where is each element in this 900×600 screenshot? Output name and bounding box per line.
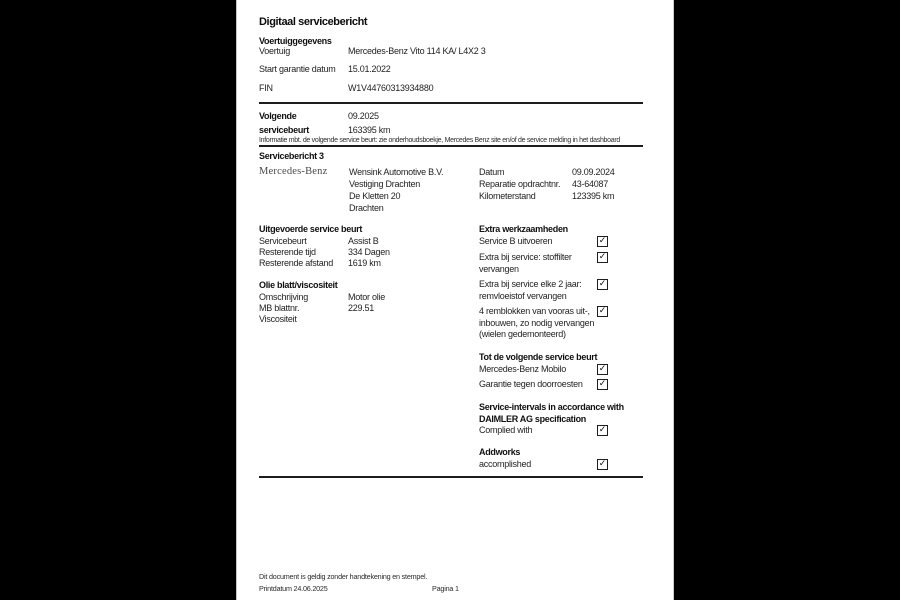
checkbox-checked[interactable] xyxy=(597,306,608,317)
field-value: W1V44760313934880 xyxy=(348,83,434,93)
checkbox-checked[interactable] xyxy=(597,252,608,263)
until-next-heading: Tot de volgende service beurt xyxy=(479,352,598,362)
checkbox-checked[interactable] xyxy=(597,236,608,247)
field-label: Start garantie datum xyxy=(259,64,336,74)
report-detail-values: 09.09.2024 43-64087 123395 km xyxy=(572,167,615,201)
vehicle-row xyxy=(259,46,649,57)
field-row: MB blattnr. 229.51 xyxy=(259,303,375,313)
check-icon: ✓ xyxy=(598,251,607,261)
extra-work-item: 4 remblokken van vooras uit-, inbouwen, zo nodig vervangen (wielen gedemonteerd) ✓ xyxy=(479,305,607,340)
oil-heading: Olie blatt/viscositeit xyxy=(259,280,338,290)
extra-work-item: Service B uitvoeren ✓ xyxy=(479,235,607,246)
performed-heading: Uitgevoerde service beurt xyxy=(259,224,363,234)
check-icon: ✓ xyxy=(598,363,607,373)
report-heading: Servicebericht 3 xyxy=(259,151,324,161)
page-title: Digitaal servicebericht xyxy=(259,16,368,28)
field-label: Voertuig xyxy=(259,46,291,56)
document-page xyxy=(236,0,674,600)
field-value: Mercedes-Benz Vito 114 KA/ L4X2 3 xyxy=(348,46,486,56)
addworks-heading: Addworks xyxy=(479,447,521,457)
oil-rows xyxy=(259,292,489,325)
next-service-date: 09.2025 xyxy=(348,111,379,121)
field-row: Resterende afstand 1619 km xyxy=(259,258,381,268)
next-service-note: Informatie mbt. de volgende service beurt: zie onderhoudsboekje, Mercedes Benz site en/of de service melding in het dashboard xyxy=(259,137,620,144)
vehicle-row xyxy=(259,83,649,94)
checkbox-checked[interactable] xyxy=(597,459,608,470)
next-service-label: Volgende servicebeurt xyxy=(259,111,309,135)
checkbox-checked[interactable] xyxy=(597,379,608,390)
check-icon: ✓ xyxy=(598,235,607,245)
checkbox-checked[interactable] xyxy=(597,425,608,436)
field-row: Resterende tijd 334 Dagen xyxy=(259,247,390,257)
extra-work-item: Extra bij service elke 2 jaar: remvloeistof vervangen ✓ xyxy=(479,278,607,301)
vehicle-row xyxy=(259,64,649,75)
check-icon: ✓ xyxy=(598,305,607,315)
horizontal-rule xyxy=(259,476,643,478)
check-icon: ✓ xyxy=(598,378,607,388)
until-next-item: Mercedes-Benz Mobilo ✓ xyxy=(479,363,607,374)
report-detail-labels: Datum Reparatie opdrachtnr. Kilometerstand xyxy=(479,167,561,201)
dealer-address: Wensink Automotive B.V. Vestiging Drachten De Kletten 20 Drachten xyxy=(349,167,444,213)
horizontal-rule xyxy=(259,102,643,104)
extra-work-item: Extra bij service: stoffilter vervangen ✓ xyxy=(479,251,607,274)
field-label: FIN xyxy=(259,83,273,93)
footer-print-date: Printdatum 24.06.2025 xyxy=(259,584,328,593)
intervals-item: Complied with ✓ xyxy=(479,424,607,435)
field-row: Viscositeit xyxy=(259,314,297,324)
addworks-item: accomplished ✓ xyxy=(479,458,607,469)
check-icon: ✓ xyxy=(598,458,607,468)
performed-rows xyxy=(259,236,489,269)
horizontal-rule xyxy=(259,145,643,147)
field-row: Servicebeurt Assist B xyxy=(259,236,379,246)
next-service-odometer: 163395 km xyxy=(348,125,391,135)
footer-page-number: Pagina 1 xyxy=(432,584,459,593)
check-icon: ✓ xyxy=(598,424,607,434)
until-next-item: Garantie tegen doorroesten ✓ xyxy=(479,378,607,389)
checkbox-checked[interactable] xyxy=(597,279,608,290)
checkbox-checked[interactable] xyxy=(597,364,608,375)
extra-work-heading: Extra werkzaamheden xyxy=(479,224,568,234)
intervals-heading: Service-intervals in accordance with DAIMLER AG specification xyxy=(479,402,624,424)
field-row: Omschrijving Motor olie xyxy=(259,292,386,302)
check-icon: ✓ xyxy=(598,278,607,288)
mercedes-benz-wordmark: Mercedes-Benz xyxy=(259,166,328,177)
vehicle-section-heading: Voertuiggegevens xyxy=(259,36,332,46)
field-value: 15.01.2022 xyxy=(348,64,391,74)
footer-validity: Dit document is geldig zonder handtekening en stempel. xyxy=(259,572,428,581)
next-service-values xyxy=(348,109,390,137)
